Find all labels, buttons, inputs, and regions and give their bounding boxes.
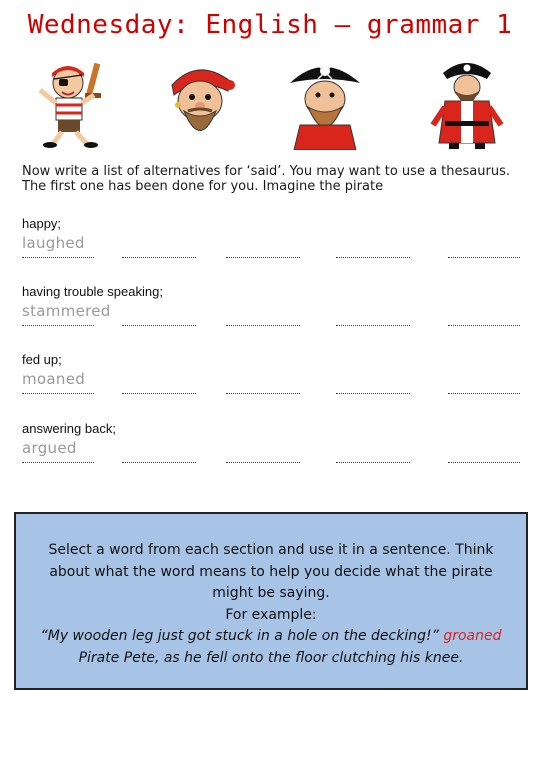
answer-line-2[interactable]: [122, 322, 196, 326]
section-label: having trouble speaking;: [22, 284, 163, 299]
answer-line-3[interactable]: [226, 459, 300, 463]
task-text: [30, 540, 512, 669]
example-answer: stammered: [22, 302, 111, 320]
section-label: answering back;: [22, 421, 116, 436]
page-title: Wednesday: English – grammar 1: [27, 10, 513, 40]
example-rest: Pirate Pete, as he fell onto the floor clutching his knee.: [78, 649, 464, 666]
answer-line-5[interactable]: [448, 459, 520, 463]
example-answer: laughed: [22, 234, 85, 252]
answer-line-4[interactable]: [336, 322, 410, 326]
task-example-heading: For example:: [225, 606, 317, 623]
pirate-with-sword-icon: [30, 55, 115, 150]
answer-line-2[interactable]: [122, 254, 196, 258]
section-happy: [22, 216, 522, 268]
answer-line-1[interactable]: [22, 390, 94, 394]
answer-line-5[interactable]: [448, 322, 520, 326]
pirate-captain-red-coat-icon: [425, 55, 510, 150]
task-example: [30, 626, 512, 669]
task-box: [14, 512, 528, 690]
answer-line-4[interactable]: [336, 254, 410, 258]
example-answer: moaned: [22, 370, 86, 388]
answer-line-2[interactable]: [122, 459, 196, 463]
answer-line-1[interactable]: [22, 459, 94, 463]
answer-line-3[interactable]: [226, 390, 300, 394]
section-label: happy;: [22, 216, 62, 231]
task-instruction: Select a word from each section and use it in a sentence. Think about what the word means to help you decide what the pirate might be saying.: [48, 542, 494, 601]
answer-line-1[interactable]: [22, 322, 94, 326]
answer-line-4[interactable]: [336, 390, 410, 394]
section-having-trouble-speaking: [22, 284, 522, 336]
section-label: fed up;: [22, 352, 62, 367]
answer-line-2[interactable]: [122, 390, 196, 394]
section-fed-up: [22, 352, 522, 404]
answer-line-3[interactable]: [226, 254, 300, 258]
answer-line-1[interactable]: [22, 254, 94, 258]
example-answer: argued: [22, 439, 77, 457]
answer-line-4[interactable]: [336, 459, 410, 463]
example-verb: groaned: [443, 628, 502, 644]
pirate-captain-skull-hat-icon: [282, 55, 367, 150]
pirate-illustrations: [0, 55, 540, 150]
answer-line-5[interactable]: [448, 254, 520, 258]
example-quote: “My wooden leg just got stuck in a hole on the decking!”: [40, 628, 439, 644]
answer-line-3[interactable]: [226, 322, 300, 326]
section-answering-back: [22, 421, 522, 473]
pirate-red-bandana-icon: [158, 55, 243, 150]
answer-line-5[interactable]: [448, 390, 520, 394]
instructions-text: Now write a list of alternatives for ‘said’. You may want to use a thesaurus. The first one has been done for you. Imagine the pirate: [22, 164, 510, 194]
